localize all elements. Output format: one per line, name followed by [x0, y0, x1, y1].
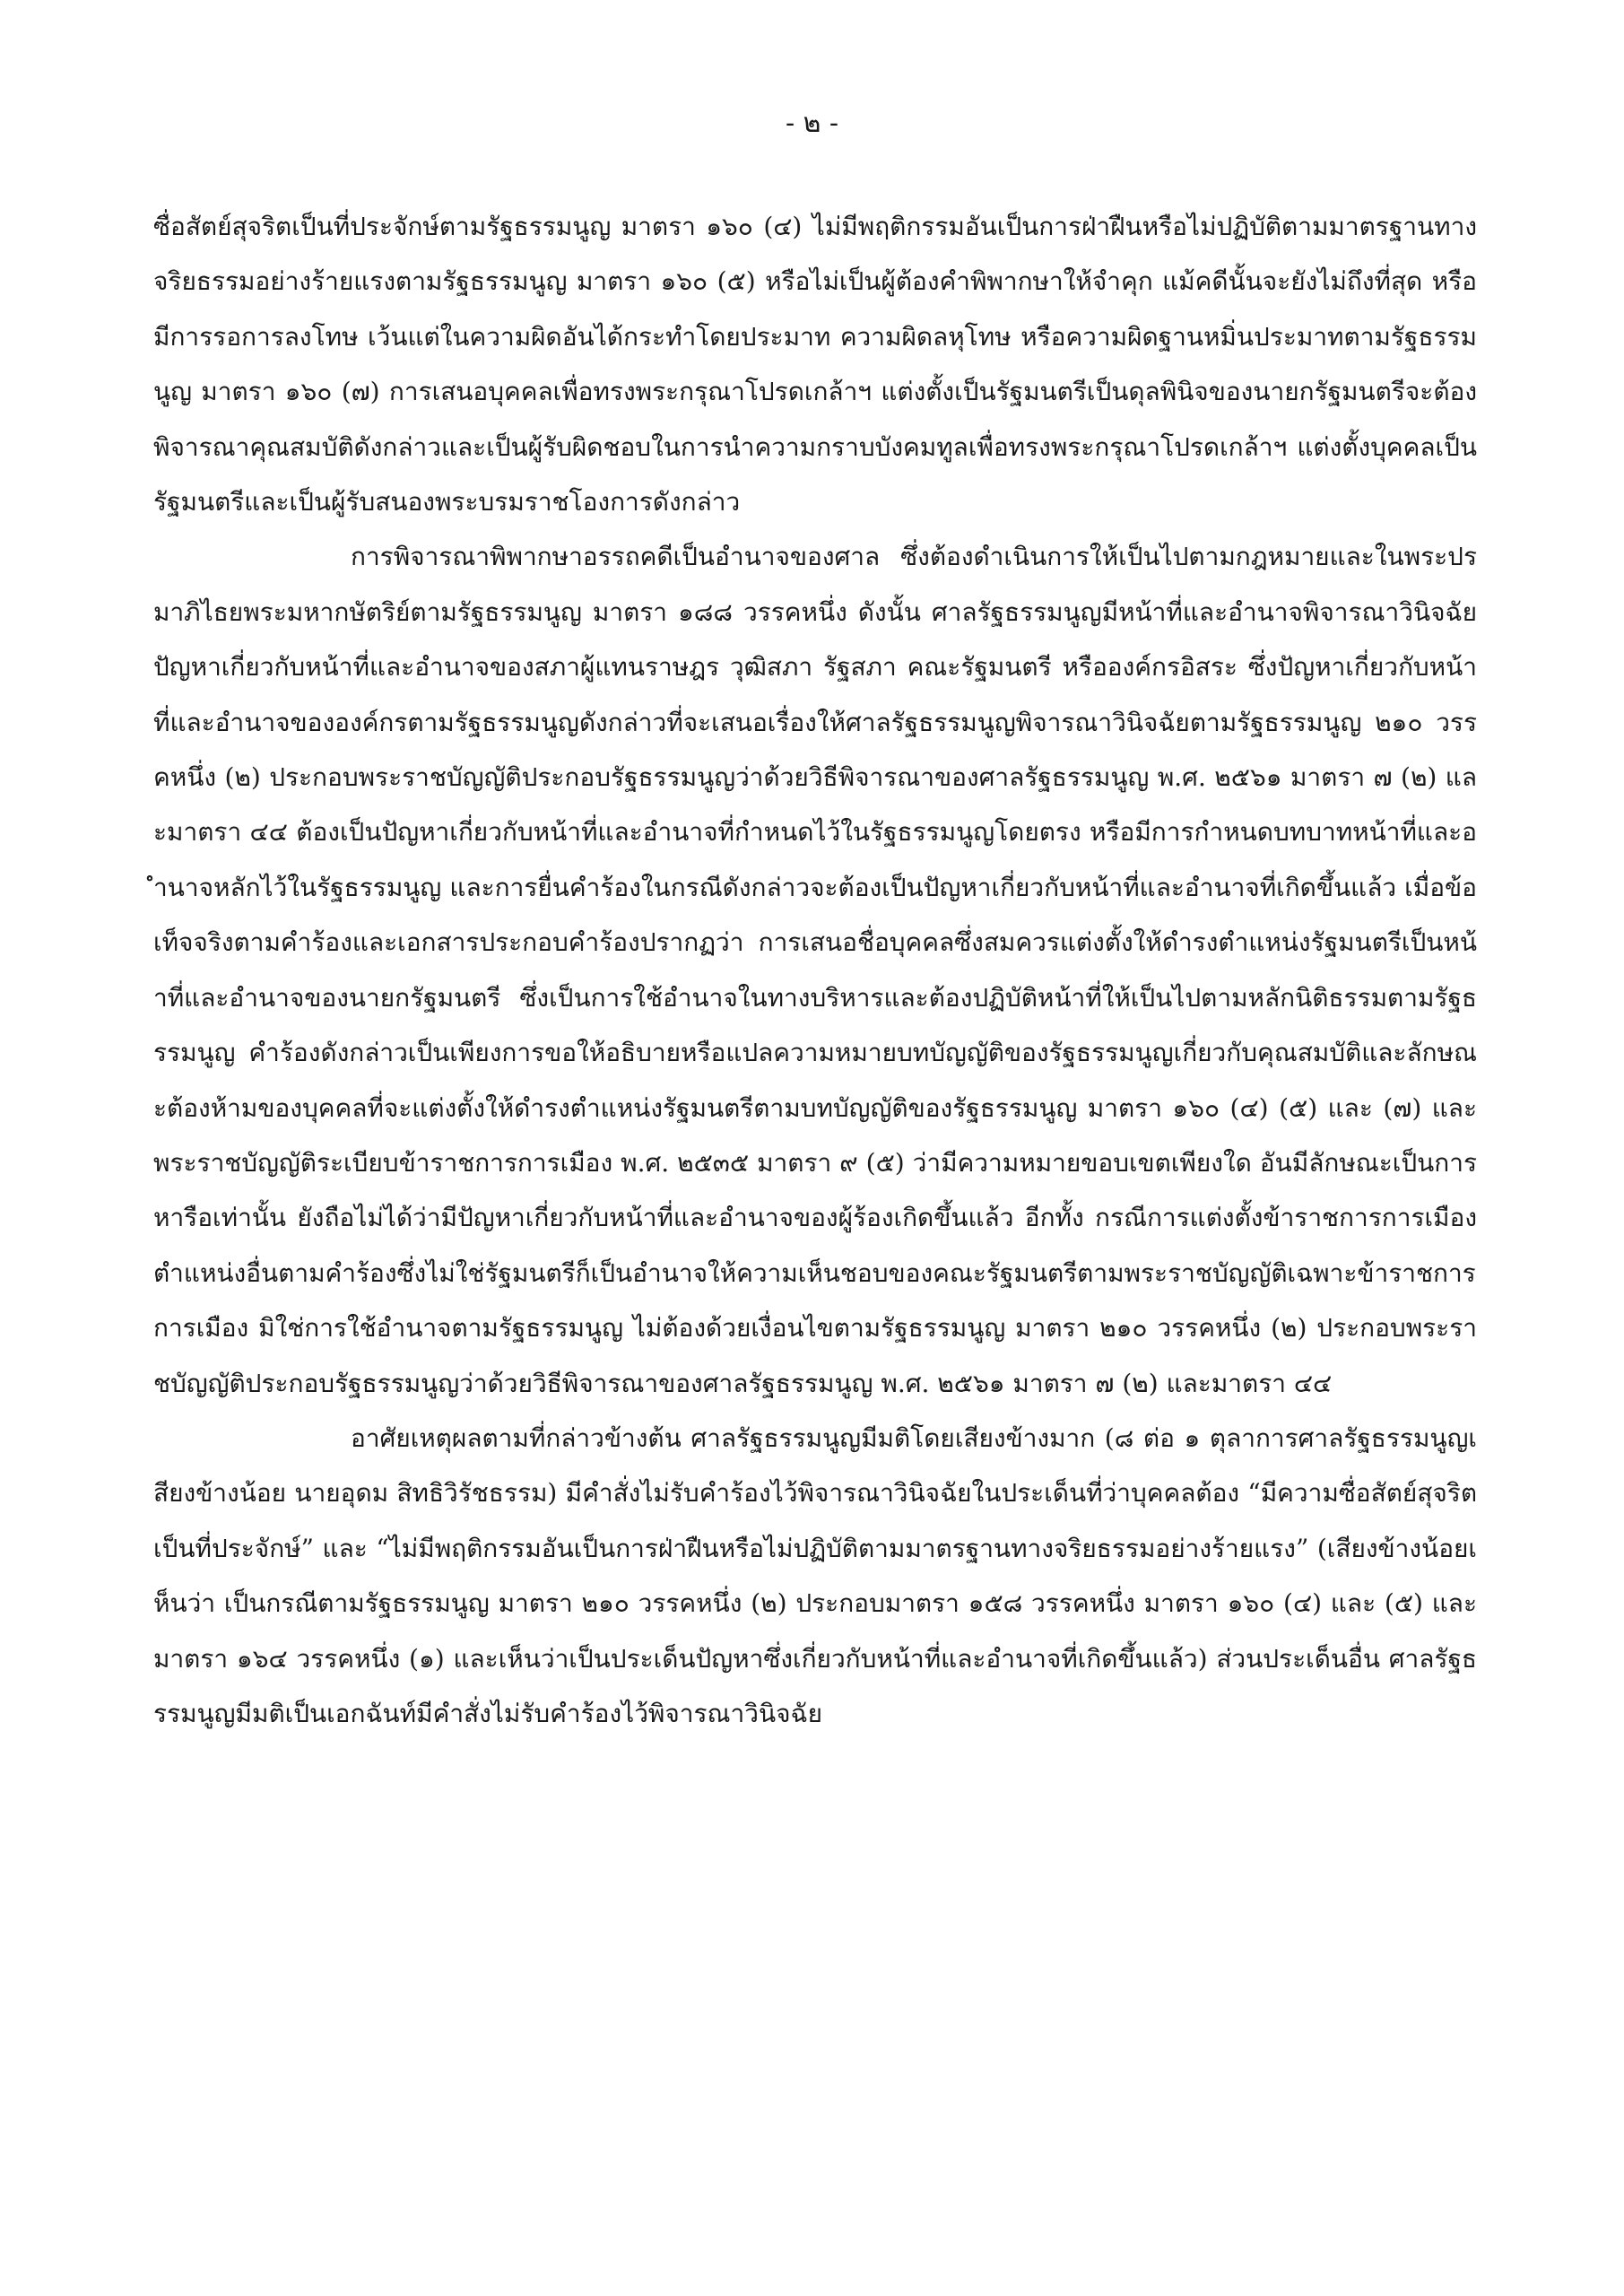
paragraph-continuation: ซื่อสัตย์สุจริตเป็นที่ประจักษ์ตามรัฐธรรมนูญ มาตรา ๑๖๐ (๔) ไม่มีพฤติกรรมอันเป็นการฝ่าฝืนหรือไม่ปฏิบัติตามมาตรฐานทางจริยธรรมอย่างร้ายแรงตามรัฐธรรมนูญ มาตรา ๑๖๐ (๕) หรือไม่เป็นผู้ต้องคำพิพากษาให้จำคุก แม้คดีนั้นจะยังไม่ถึงที่สุด หรือมีการรอการลงโทษ เว้นแต่ในความผิดอันได้กระทำโดยประมาท ความผิดลหุโทษ หรือความผิดฐานหมิ่นประมาทตามรัฐธรรมนูญ มาตรา ๑๖๐ (๗) การเสนอบุคคลเพื่อทรงพระกรุณาโปรดเกล้าฯ แต่งตั้งเป็นรัฐมนตรีเป็นดุลพินิจของนายกรัฐมนตรีจะต้องพิจารณาคุณสมบัติดังกล่าวและเป็นผู้รับผิดชอบในการนำความกราบบังคมทูลเพื่อทรงพระกรุณาโปรดเกล้าฯ แต่งตั้งบุคคลเป็นรัฐมนตรีและเป็นผู้รับสนองพระบรมราชโองการดังกล่าว	[153, 212, 1477, 517]
paragraph-court-jurisdiction: การพิจารณาพิพากษาอรรถคดีเป็นอำนาจของศาล ซึ่งต้องดำเนินการให้เป็นไปตามกฎหมายและในพระปรมาภิไธยพระมหากษัตริย์ตามรัฐธรรมนูญ มาตรา ๑๘๘ วรรคหนึ่ง ดังนั้น ศาลรัฐธรรมนูญมีหน้าที่และอำนาจพิจารณาวินิจฉัยปัญหาเกี่ยวกับหน้าที่และอำนาจของสภาผู้แทนราษฎร วุฒิสภา รัฐสภา คณะรัฐมนตรี หรือองค์กรอิสระ ซึ่งปัญหาเกี่ยวกับหน้าที่และอำนาจขององค์กรตามรัฐธรรมนูญดังกล่าวที่จะเสนอเรื่องให้ศาลรัฐธรรมนูญพิจารณาวินิจฉัยตามรัฐธรรมนูญ ๒๑๐ วรรคหนึ่ง (๒) ประกอบพระราชบัญญัติประกอบรัฐธรรมนูญว่าด้วยวิธีพิจารณาของศาลรัฐธรรมนูญ พ.ศ. ๒๕๖๑ มาตรา ๗ (๒) และมาตรา ๔๔ ต้องเป็นปัญหาเกี่ยวกับหน้าที่และอำนาจที่กำหนดไว้ในรัฐธรรมนูญโดยตรง หรือมีการกำหนดบทบาทหน้าที่และอำนาจหลักไว้ในรัฐธรรมนูญ และการยื่นคำร้องในกรณีดังกล่าวจะต้องเป็นปัญหาเกี่ยวกับหน้าที่และอำนาจที่เกิดขึ้นแล้ว เมื่อข้อเท็จจริงตามคำร้องและเอกสารประกอบคำร้องปรากฏว่า การเสนอชื่อบุคคลซึ่งสมควรแต่งตั้งให้ดำรงตำแหน่งรัฐมนตรีเป็นหน้าที่และอำนาจของนายกรัฐมนตรี ซึ่งเป็นการใช้อำนาจในทางบริหารและต้องปฏิบัติหน้าที่ให้เป็นไปตามหลักนิติธรรมตามรัฐธรรมนูญ คำร้องดังกล่าวเป็นเพียงการขอให้อธิบายหรือแปลความหมายบทบัญญัติของรัฐธรรมนูญเกี่ยวกับคุณสมบัติและลักษณะต้องห้ามของบุคคลที่จะแต่งตั้งให้ดำรงตำแหน่งรัฐมนตรีตามบทบัญญัติของรัฐธรรมนูญ มาตรา ๑๖๐ (๔) (๕) และ (๗) และพระราชบัญญัติระเบียบข้าราชการการเมือง พ.ศ. ๒๕๓๕ มาตรา ๙ (๕) ว่ามีความหมายขอบเขตเพียงใด อันมีลักษณะเป็นการหารือเท่านั้น ยังถือไม่ได้ว่ามีปัญหาเกี่ยวกับหน้าที่และอำนาจของผู้ร้องเกิดขึ้นแล้ว อีกทั้ง กรณีการแต่งตั้งข้าราชการการเมืองตำแหน่งอื่นตามคำร้องซึ่งไม่ใช่รัฐมนตรีก็เป็นอำนาจให้ความเห็นชอบของคณะรัฐมนตรีตามพระราชบัญญัติเฉพาะข้าราชการการเมือง มิใช่การใช้อำนาจตามรัฐธรรมนูญ ไม่ต้องด้วยเงื่อนไขตามรัฐธรรมนูญ มาตรา ๒๑๐ วรรคหนึ่ง (๒) ประกอบพระราชบัญญัติประกอบรัฐธรรมนูญว่าด้วยวิธีพิจารณาของศาลรัฐธรรมนูญ พ.ศ. ๒๕๖๑ มาตรา ๗ (๒) และมาตรา ๔๔	[153, 542, 1477, 1398]
document-body	[153, 199, 1477, 1741]
page-number: - ๒ -	[785, 108, 839, 139]
paragraph-court-ruling: อาศัยเหตุผลตามที่กล่าวข้างต้น ศาลรัฐธรรมนูญมีมติโดยเสียงข้างมาก (๘ ต่อ ๑ ตุลาการศาลรัฐธรรมนูญเสียงข้างน้อย นายอุดม สิทธิวิรัชธรรม) มีคำสั่งไม่รับคำร้องไว้พิจารณาวินิจฉัยในประเด็นที่ว่าบุคคลต้อง “มีความซื่อสัตย์สุจริตเป็นที่ประจักษ์” และ “ไม่มีพฤติกรรมอันเป็นการฝ่าฝืนหรือไม่ปฏิบัติตามมาตรฐานทางจริยธรรมอย่างร้ายแรง” (เสียงข้างน้อยเห็นว่า เป็นกรณีตามรัฐธรรมนูญ มาตรา ๒๑๐ วรรคหนึ่ง (๒) ประกอบมาตรา ๑๕๘ วรรคหนึ่ง มาตรา ๑๖๐ (๔) และ (๕) และมาตรา ๑๖๔ วรรคหนึ่ง (๑) และเห็นว่าเป็นประเด็นปัญหาซึ่งเกี่ยวกับหน้าที่และอำนาจที่เกิดขึ้นแล้ว) ส่วนประเด็นอื่น ศาลรัฐธรรมนูญมีมติเป็นเอกฉันท์มีคำสั่งไม่รับคำร้องไว้พิจารณาวินิจฉัย	[153, 1422, 1477, 1728]
